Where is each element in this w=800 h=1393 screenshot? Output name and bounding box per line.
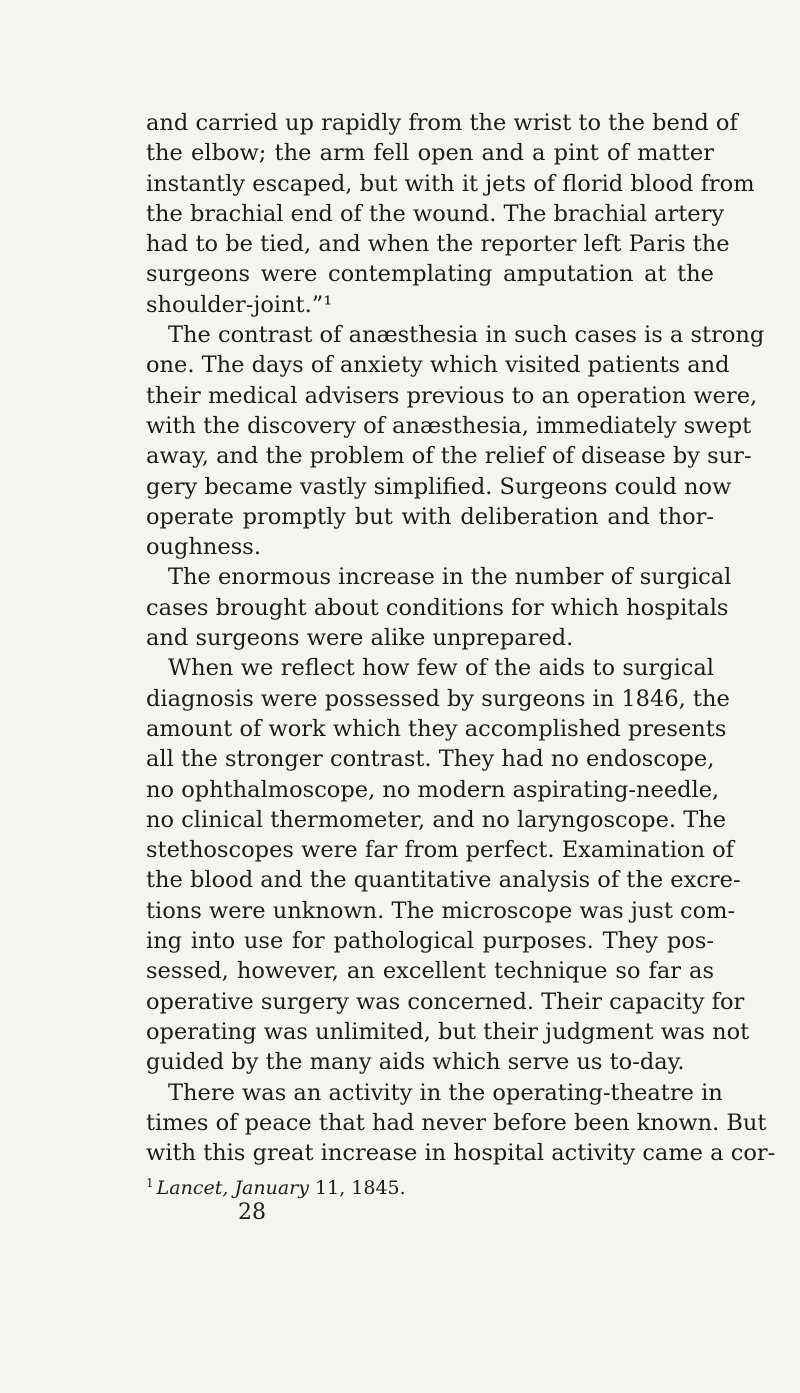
body-text xyxy=(146,108,776,1229)
text-line: the elbow; the arm fell open and a pint of matter xyxy=(146,140,714,167)
text-line: tions were unknown. The microscope was just com- xyxy=(146,897,736,924)
paragraph-start-line: The enormous increase in the number of surgical xyxy=(168,564,732,591)
text-line: oughness. xyxy=(146,534,261,561)
text-line: cases brought about conditions for which hospitals xyxy=(146,594,729,621)
text-line: with this great increase in hospital activity came a cor- xyxy=(146,1140,776,1167)
text-line: operating was unlimited, but their judgment was not xyxy=(146,1018,750,1045)
text-line: the blood and the quantitative analysis of the excre- xyxy=(146,867,741,894)
text-line: sessed, however, an excellent technique so far as xyxy=(146,958,714,985)
footnote-marker: 1 xyxy=(146,1176,154,1191)
text-line: had to be tied, and when the reporter left Paris the xyxy=(146,231,730,258)
footnote xyxy=(146,1168,714,1198)
text-line: and carried up rapidly from the wrist to the bend of xyxy=(146,110,738,136)
text-line: with the discovery of anæsthesia, immediately swept xyxy=(146,412,752,439)
text-line: one. The days of anxiety which visited patients and xyxy=(146,352,730,379)
text-line: instantly escaped, but with it jets of florid blood from xyxy=(146,170,755,197)
text-line: times of peace that had never before been known. But xyxy=(146,1109,767,1136)
text-line: no ophthalmoscope, no modern aspirating-needle, xyxy=(146,776,720,803)
text-line: guided by the many aids which serve us to-day. xyxy=(146,1049,685,1076)
paragraph-start-line: When we reflect how few of the aids to surgical xyxy=(168,655,714,682)
footnote-rest: 11, 1845. xyxy=(309,1177,406,1200)
text-line: their medical advisers previous to an operation were, xyxy=(146,382,758,409)
text-line: gery became vastly simplified. Surgeons could now xyxy=(146,473,732,500)
text-line: diagnosis were possessed by surgeons in 1846, the xyxy=(146,685,730,712)
text-line: and surgeons were alike unprepared. xyxy=(146,625,574,652)
text-line: operate promptly but with deliberation and thor- xyxy=(146,503,714,530)
paragraph-start-line: There was an activity in the operating-theatre in xyxy=(168,1079,723,1106)
text-line: ing into use for pathological purposes. They pos- xyxy=(146,928,714,955)
footnote-source: Lancet, xyxy=(156,1177,229,1200)
text-line: the brachial end of the wound. The brachial artery xyxy=(146,200,725,227)
text-line: stethoscopes were far from perfect. Examination of xyxy=(146,837,734,864)
text-line: away, and the problem of the relief of disease by sur- xyxy=(146,443,752,470)
text-line: amount of work which they accomplished presents xyxy=(146,715,727,742)
text-line: shoulder-joint.”¹ xyxy=(146,291,333,318)
text-line: all the stronger contrast. They had no endoscope, xyxy=(146,746,715,773)
text-line: operative surgery was concerned. Their capacity for xyxy=(146,988,745,1015)
footnote-date: January xyxy=(234,1177,309,1200)
page-number: 28 xyxy=(238,1199,266,1225)
text-line: no clinical thermometer, and no laryngoscope. The xyxy=(146,806,727,833)
paragraph-start-line: The contrast of anæsthesia in such cases is a strong xyxy=(168,322,765,349)
text-line: surgeons were contemplating amputation at the xyxy=(146,261,714,288)
